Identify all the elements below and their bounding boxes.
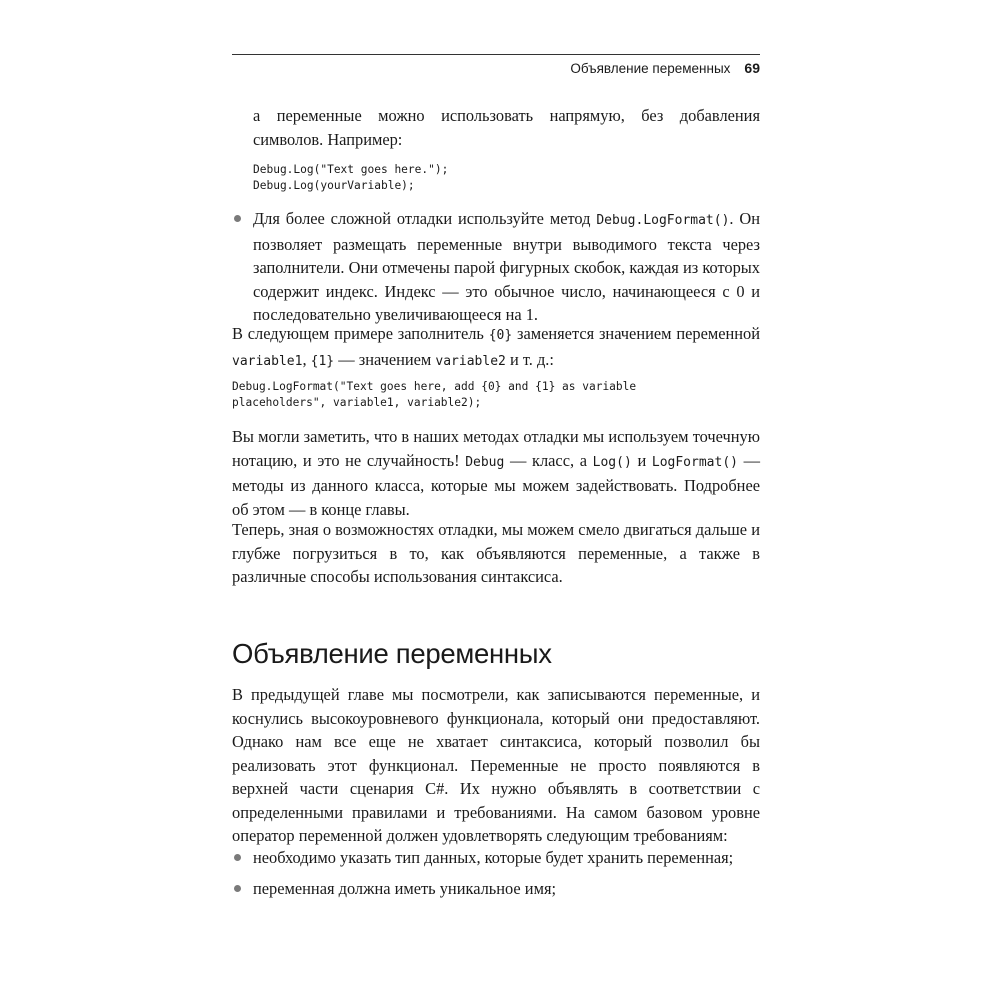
section-paragraph: В предыдущей главе мы посмотрели, как записываются переменные, и коснулись высокоуровневого функционала, который они предоставляют. Однако нам все еще не хватает синтаксиса, который позволил бы реализовать этот функционал. Переменные не просто появляются в верхней части сценария C#. Их нужно объявлять в соответствии с определенными правилами и требованиями. На самом базовом уровне оператор переменной должен удовлетворять следующим требованиям: — [232, 685, 760, 845]
example-intro-paragraph: В следующем примере заполнитель {0} заменяется значением переменной variable1, {1} — значением variable2 и т. д.: — [232, 324, 761, 369]
inline-code: Log() — [592, 454, 632, 470]
inline-code: {0} — [488, 328, 513, 343]
inline-code: Debug — [465, 454, 505, 470]
inline-code: variable1 — [232, 353, 303, 369]
continued-bullet — [253, 104, 760, 151]
code-block-debug-log: Debug.Log("Text goes here."); Debug.Log(yourVariable); — [253, 163, 449, 192]
bullet-dot-icon — [234, 215, 241, 222]
bullet-dot-icon — [234, 854, 241, 861]
requirement-text: необходимо указать тип данных, которые будет хранить переменная; — [253, 848, 734, 867]
running-head-title: Объявление переменных — [570, 61, 731, 76]
header-rule — [232, 54, 760, 55]
page-number: 69 — [744, 60, 760, 76]
inline-code: {1} — [310, 353, 335, 369]
requirement-text: переменная должна иметь уникальное имя; — [253, 879, 557, 898]
bullet-dot-icon — [234, 885, 241, 892]
inline-code: Debug.LogFormat() — [596, 213, 730, 228]
bullet-logformat-text: Для более сложной отладки используйте метод Debug.LogFormat(). Он позволяет размещать переменные внутри выводимого текста через заполнители. Они отмечены парой фигурных скобок, каждая из которых содержит индекс. Индекс — это обычное число, начинающееся с 0 и последовательно увеличивающееся на 1. — [253, 209, 760, 324]
running-head — [232, 60, 760, 76]
next-paragraph: Теперь, зная о возможностях отладки, мы можем смело двигаться дальше и глубже погрузиться в то, как объявляются переменные, а также в различные способы использования синтаксиса. — [232, 520, 760, 586]
inline-code: variable2 — [435, 353, 506, 369]
inline-code: LogFormat() — [651, 454, 738, 470]
code-block-logformat: Debug.LogFormat("Text goes here, add {0} and {1} as variable placeholders", variable1, variable2); — [232, 380, 637, 409]
dot-notation-paragraph: Вы могли заметить, что в наших методах отладки мы используем точечную нотацию, и это не случайность! Debug — класс, а Log() и LogFormat() — методы из данного класса, которые мы можем задействовать. Подробнее об этом — в конце главы. — [232, 427, 761, 519]
section-heading: Объявление переменных — [232, 638, 552, 669]
continued-bullet-text: а переменные можно использовать напрямую, без добавления символов. Например: — [253, 106, 760, 149]
